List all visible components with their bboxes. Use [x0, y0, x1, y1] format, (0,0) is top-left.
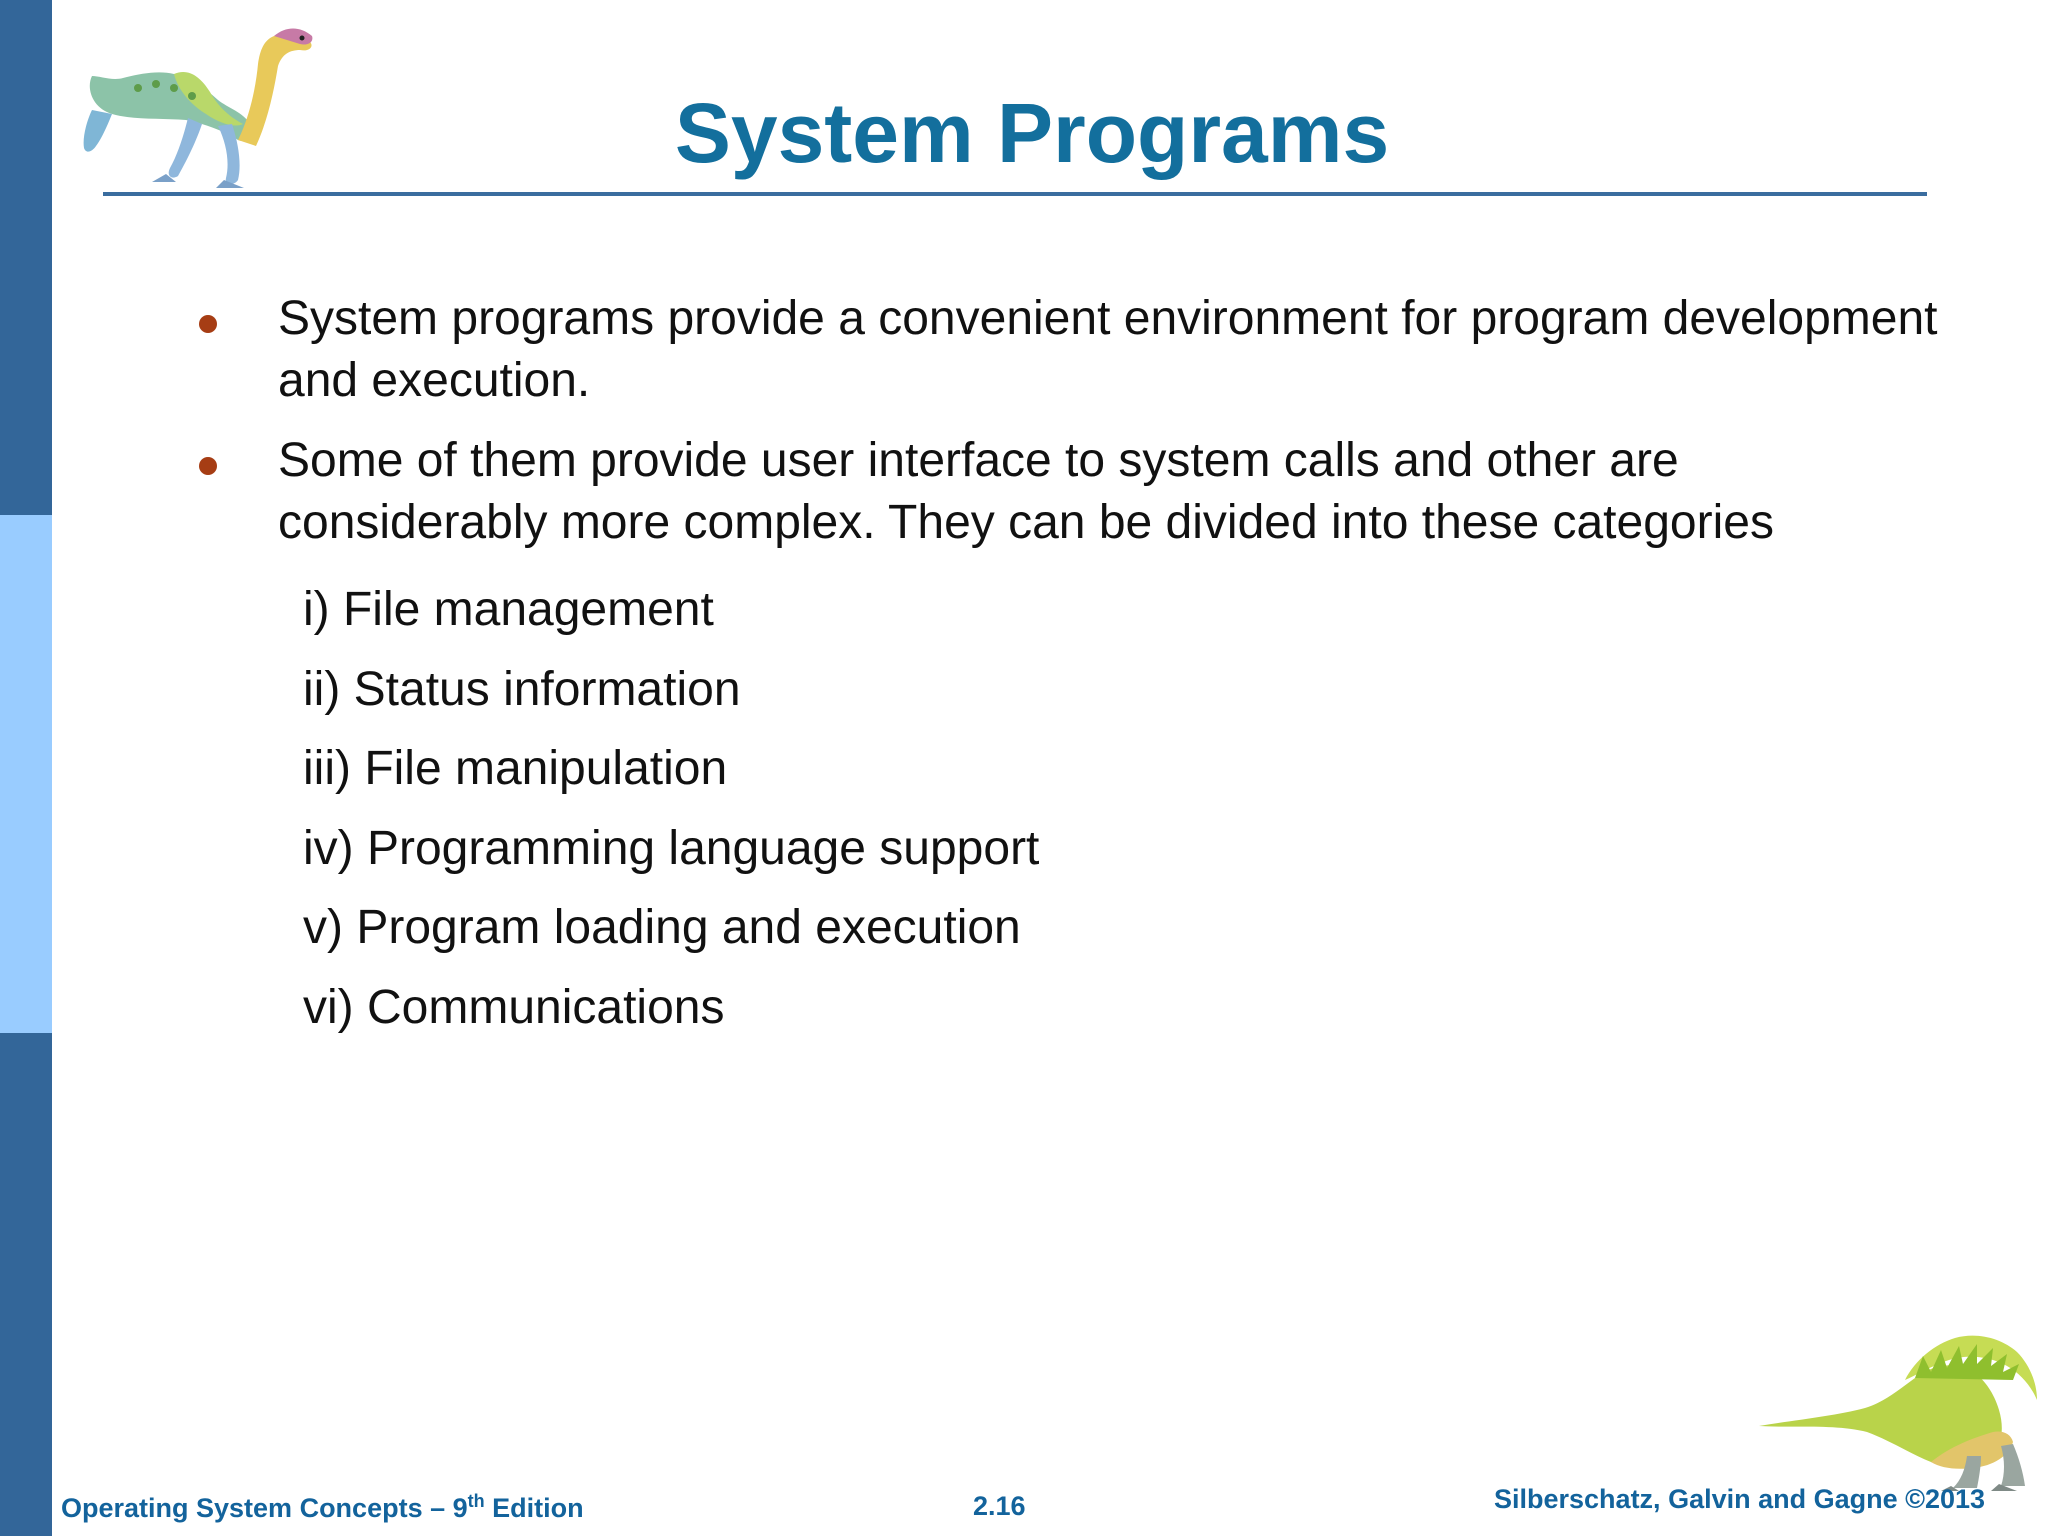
footer-page-number: 2.16 [973, 1491, 1026, 1521]
category-item: iii) File manipulation [303, 742, 728, 795]
bullet-item: System programs provide a convenient environment for program development and execution. [278, 292, 1938, 407]
bullet-dot [199, 457, 217, 475]
title-divider [103, 192, 1927, 196]
bullet-item: Some of them provide user interface to system calls and other are considerably more complex. They can be divided into these categories [278, 434, 1774, 549]
footer-authors: Silberschatz, Galvin and Gagne ©2013 [1494, 1484, 1986, 1514]
category-item: v) Program loading and execution [303, 901, 1021, 954]
dinosaur-icon [1755, 1320, 2040, 1492]
slide-title: System Programs [674, 86, 1390, 180]
left-sidebar [0, 0, 52, 1536]
sidebar-segment-bottom [0, 1033, 52, 1536]
category-item: iv) Programming language support [303, 821, 1040, 875]
category-item: ii) Status information [303, 662, 741, 716]
footer-book-title: Operating System Concepts – 9th Edition [61, 1491, 584, 1523]
category-item: vi) Communications [303, 980, 725, 1034]
category-list [303, 570, 1039, 1047]
bullet-dot [199, 315, 217, 333]
sidebar-segment-middle [0, 515, 52, 1033]
category-item: i) File management [303, 583, 714, 636]
